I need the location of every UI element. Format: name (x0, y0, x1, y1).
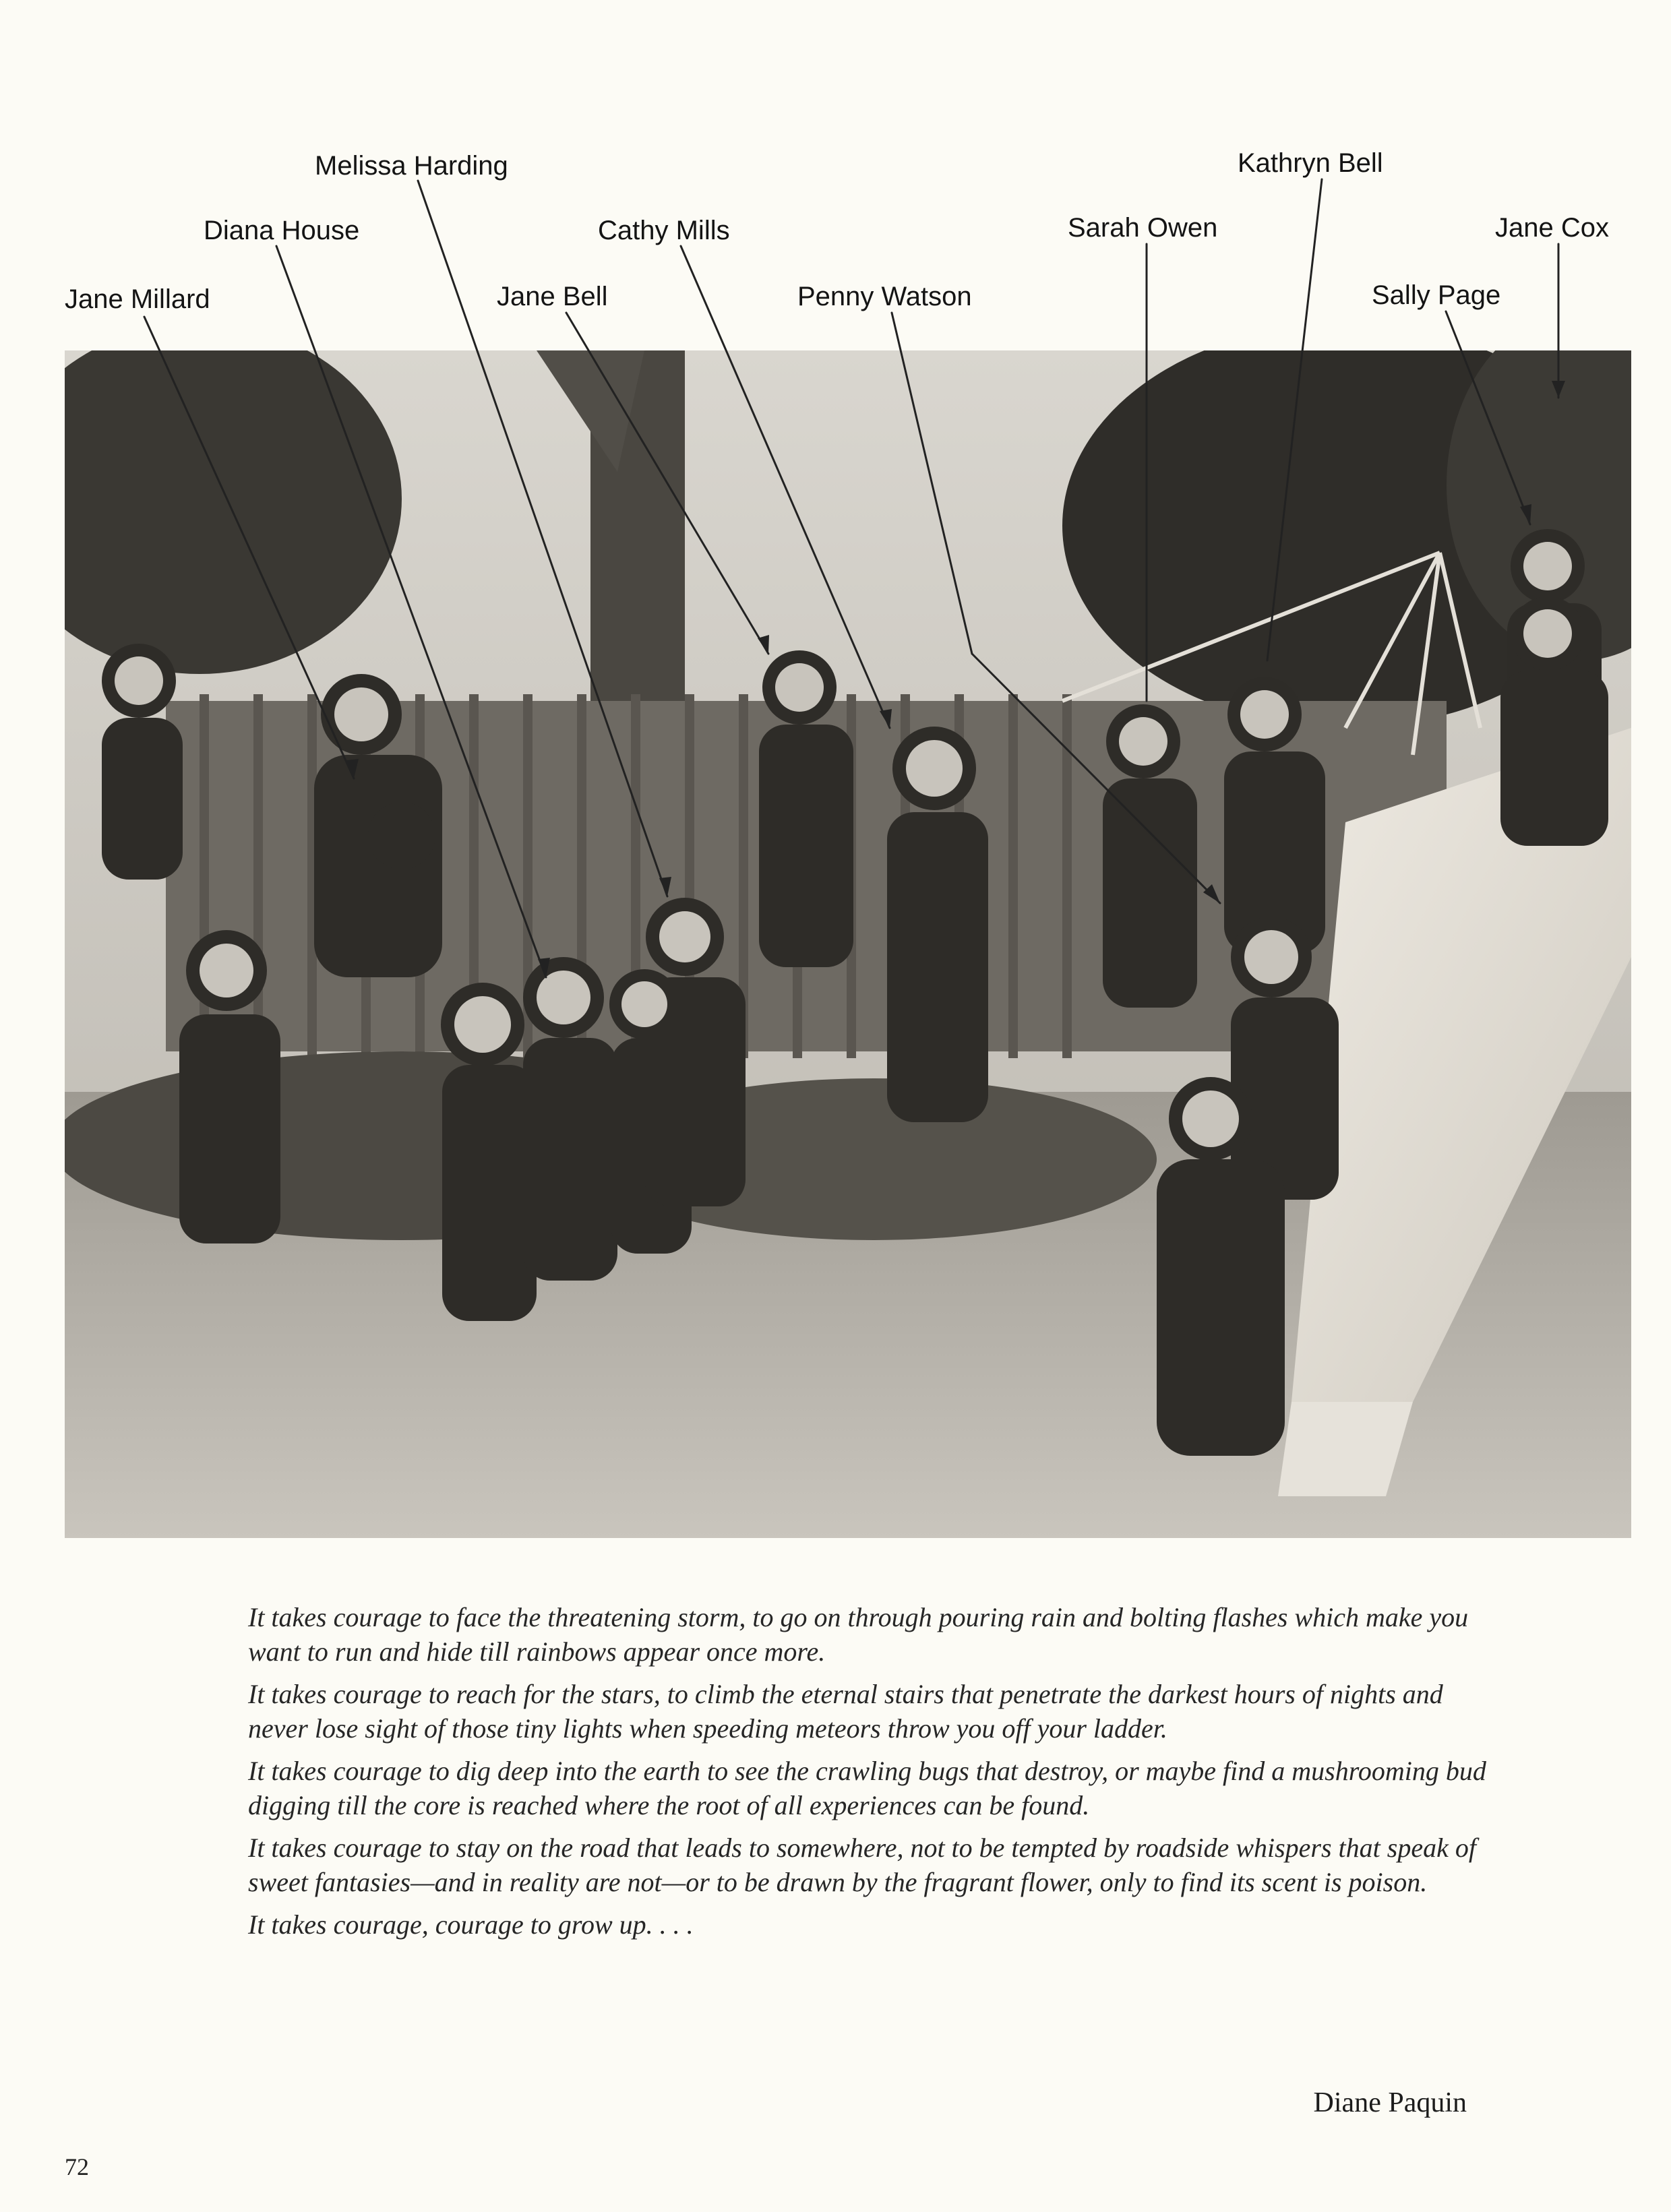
page-number: 72 (65, 2153, 89, 2180)
poem-paragraph: It takes courage to stay on the road that leads to somewhere, not to be tempted by roadside whispers that speak of sweet fantasies—and in reality are not—or to be drawn by the fragrant flower, only to find its scent is poison. (248, 1833, 1476, 1897)
label-jane-millard: Jane Millard (65, 284, 210, 314)
poem (248, 1600, 1502, 1950)
label-sarah-owen: Sarah Owen (1068, 213, 1218, 243)
group-photograph (65, 350, 1631, 1538)
label-diana-house: Diana House (204, 216, 360, 245)
poem-paragraph: It takes courage, courage to grow up. . . . (248, 1909, 694, 1940)
label-penny-watson: Penny Watson (797, 282, 972, 311)
photograph-children-playground-icon (65, 350, 1631, 1538)
poem-author: Diane Paquin (1313, 2087, 1467, 2118)
label-jane-cox: Jane Cox (1495, 213, 1609, 243)
poem-paragraph: It takes courage to dig deep into the earth to see the crawling bugs that destroy, or maybe find a mushrooming bud digging till the core is reached where the root of all experiences can be found. (248, 1756, 1486, 1820)
label-cathy-mills: Cathy Mills (598, 216, 730, 245)
label-kathryn-bell: Kathryn Bell (1238, 148, 1383, 178)
poem-paragraph: It takes courage to reach for the stars, to climb the eternal stairs that penetrate the darkest hours of nights and never lose sight of those tiny lights when speeding meteors throw you off your ladder. (248, 1679, 1443, 1744)
label-jane-bell: Jane Bell (497, 282, 608, 311)
poem-paragraph: It takes courage to face the threatening storm, to go on through pouring rain and bolting flashes which make you want to run and hide till rainbows appear once more. (248, 1602, 1469, 1667)
label-melissa-harding: Melissa Harding (315, 151, 508, 181)
label-sally-page: Sally Page (1372, 280, 1501, 310)
